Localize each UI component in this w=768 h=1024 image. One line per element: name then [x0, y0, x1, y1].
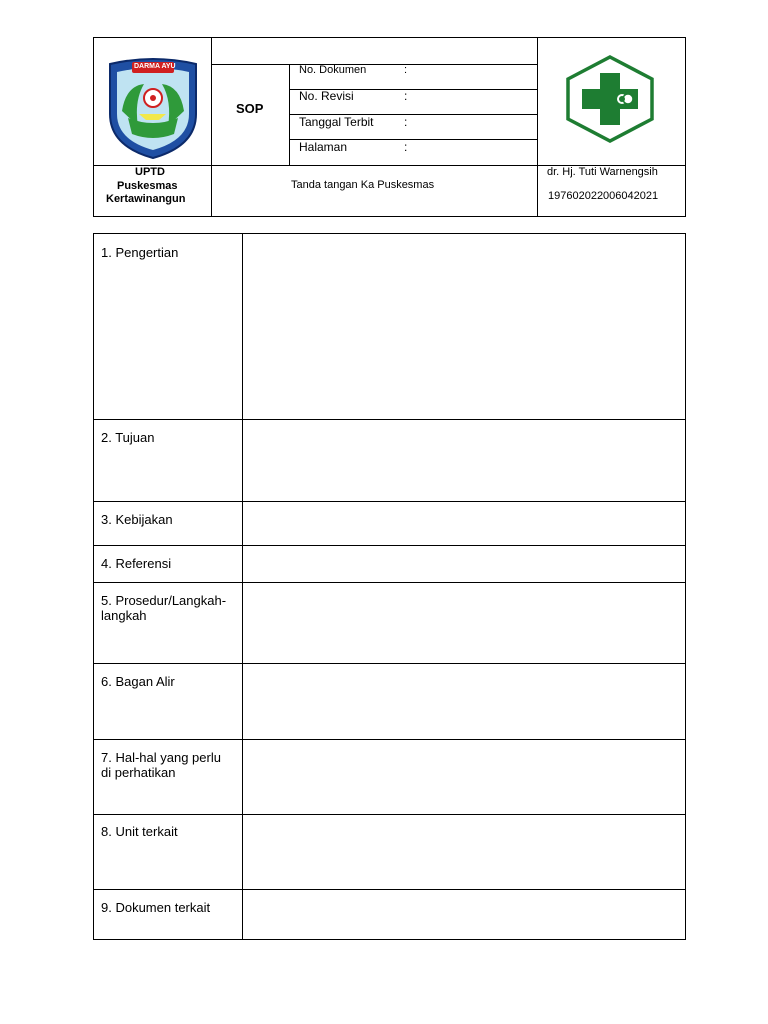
- field-label-halaman: Halaman: [299, 140, 348, 154]
- puskesmas-logo: [562, 55, 658, 143]
- sop-header-table: [93, 37, 686, 217]
- row-line-7: [94, 814, 685, 815]
- row-line-4: [94, 582, 685, 583]
- section-label-bagan-alir: 6. Bagan Alir: [101, 674, 175, 689]
- seal-banner-text: DARMA AYU: [134, 63, 176, 70]
- content-column-divider: [242, 234, 243, 939]
- field-sep-no-dokumen: :: [404, 64, 408, 76]
- section-label-pengertian: 1. Pengertian: [101, 245, 179, 260]
- field-sep-tanggal-terbit: :: [404, 115, 408, 129]
- section-label-referensi: 4. Referensi: [101, 556, 172, 571]
- row-line-3: [94, 545, 685, 546]
- head-nip: 197602022006042021: [548, 190, 659, 202]
- header-divider-left-lower: [211, 165, 212, 216]
- institution-line-1: UPTD: [135, 166, 165, 178]
- header-title-row-line: [211, 64, 537, 65]
- field-label-no-revisi: No. Revisi: [299, 89, 354, 103]
- field-label-tanggal-terbit: Tanggal Terbit: [299, 115, 374, 129]
- institution-line-2: Puskesmas: [117, 180, 178, 192]
- header-divider-left: [211, 38, 212, 165]
- section-label-hal-hal-line-2: di perhatikan: [101, 765, 176, 780]
- section-label-unit-terkait: 8. Unit terkait: [101, 824, 178, 839]
- section-label-hal-hal-line-1: 7. Hal-hal yang perlu: [101, 750, 221, 765]
- section-label-dokumen-terkait: 9. Dokumen terkait: [101, 900, 211, 915]
- sop-content-table: [93, 233, 686, 940]
- head-name: dr. Hj. Tuti Warnengsih: [547, 166, 658, 178]
- row-line-5: [94, 663, 685, 664]
- header-divider-right: [537, 38, 538, 216]
- section-label-tujuan: 2. Tujuan: [101, 430, 155, 445]
- field-sep-halaman: :: [404, 140, 408, 154]
- institution-line-3: Kertawinangun: [106, 193, 186, 205]
- row-line-6: [94, 739, 685, 740]
- section-label-kebijakan: 3. Kebijakan: [101, 512, 173, 527]
- field-sep-no-revisi: :: [404, 89, 408, 103]
- section-label-prosedur-line-2: langkah: [101, 608, 147, 623]
- row-line-2: [94, 501, 685, 502]
- doc-type-label: SOP: [236, 101, 264, 116]
- darma-ayu-seal-logo: [104, 56, 202, 160]
- field-label-no-dokumen: No. Dokumen: [299, 64, 367, 76]
- section-label-prosedur-line-1: 5. Prosedur/Langkah-: [101, 593, 227, 608]
- signature-label: Tanda tangan Ka Puskesmas: [291, 179, 435, 191]
- row-line-8: [94, 889, 685, 890]
- row-line-1: [94, 419, 685, 420]
